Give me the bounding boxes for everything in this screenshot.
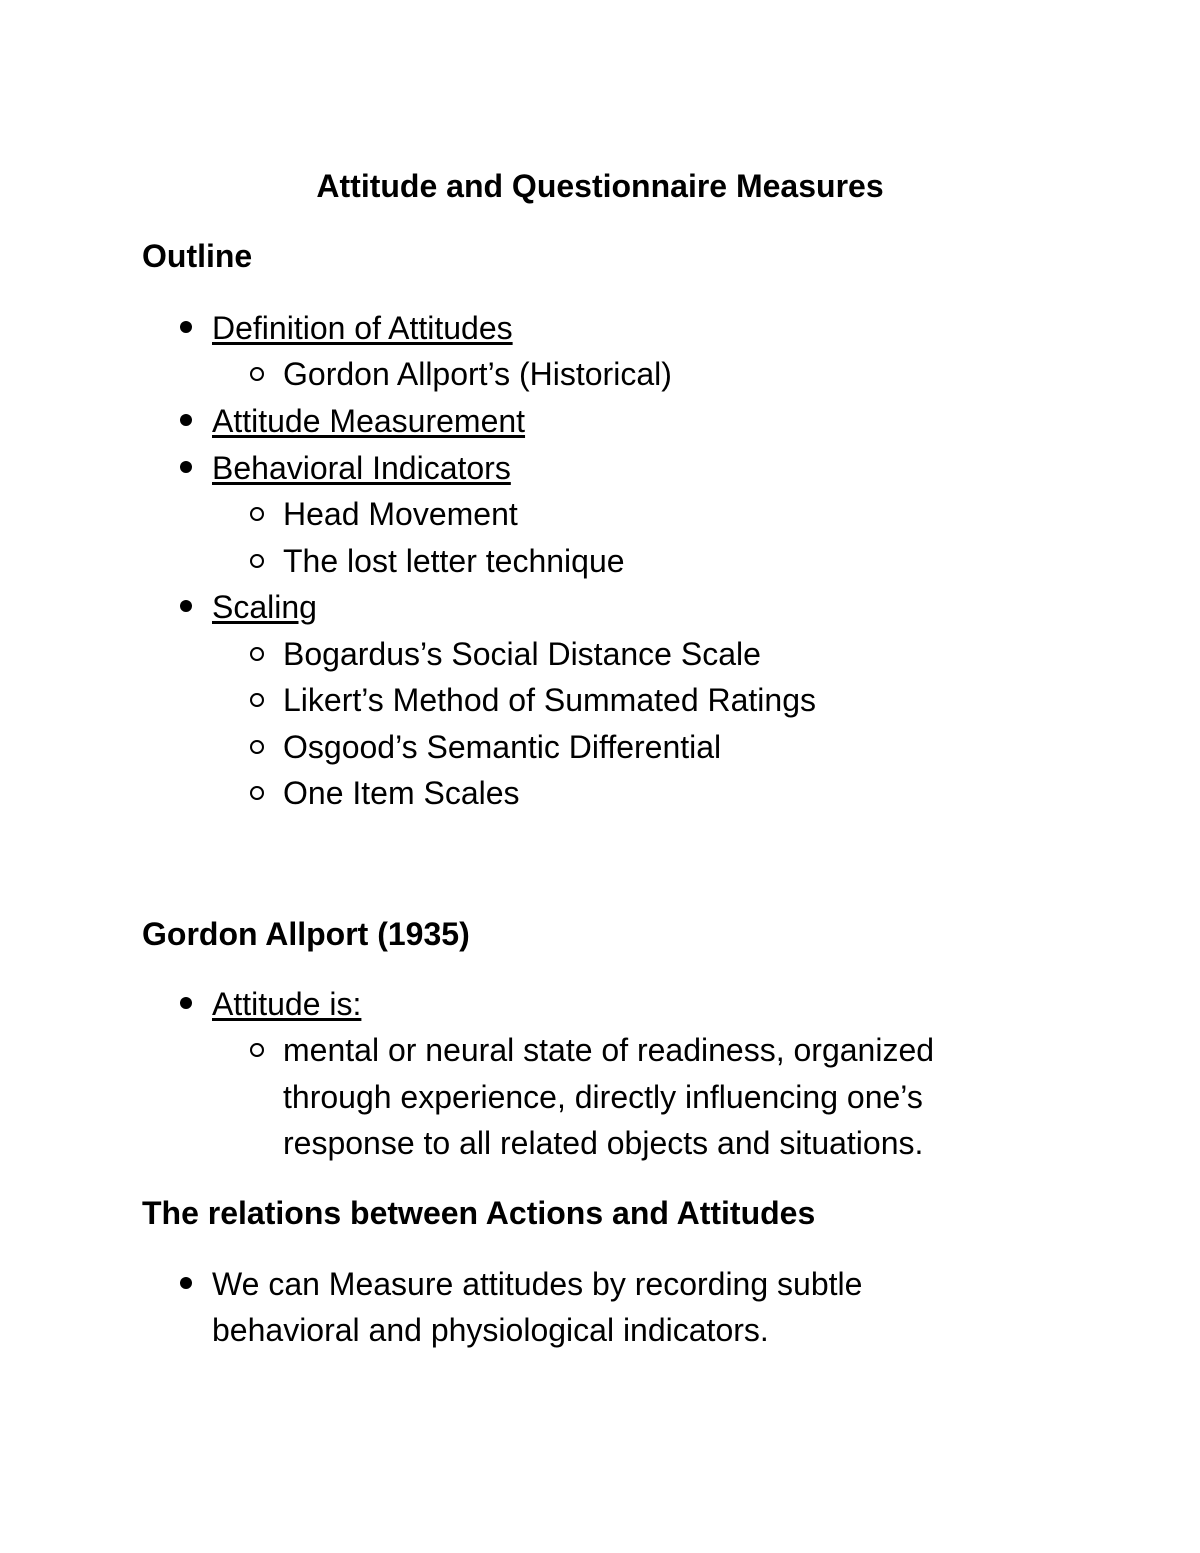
outline-item-measurement: Attitude Measurement	[212, 403, 526, 439]
allport-item-label: Attitude is:	[212, 986, 362, 1022]
relations-item-line: behavioral and physiological indicators.	[212, 1312, 769, 1348]
relations-heading: The relations between Actions and Attitudes	[142, 1195, 816, 1231]
allport-definition-line: mental or neural state of readiness, organized	[283, 1032, 935, 1068]
outline-subitem: Bogardus’s Social Distance Scale	[283, 636, 761, 672]
bullet-circle-icon	[250, 786, 264, 800]
allport-definition-line: through experience, directly influencing one’s	[283, 1079, 923, 1115]
bullet-circle-icon	[250, 1043, 264, 1057]
bullet-circle-icon	[250, 647, 264, 661]
bullet-circle-icon	[250, 507, 264, 521]
outline-subitem: Gordon Allport’s (Historical)	[283, 356, 672, 392]
allport-definition-line: response to all related objects and situations.	[283, 1125, 924, 1161]
bullet-dot-icon	[180, 461, 192, 473]
bullet-dot-icon	[180, 321, 192, 333]
outline-subitem: The lost letter technique	[283, 543, 625, 579]
bullet-dot-icon	[180, 414, 192, 426]
outline-item-definition: Definition of Attitudes	[212, 310, 513, 346]
bullet-dot-icon	[180, 1277, 192, 1289]
bullet-circle-icon	[250, 554, 264, 568]
outline-subitem: Osgood’s Semantic Differential	[283, 729, 722, 765]
outline-subitem: Head Movement	[283, 496, 518, 532]
bullet-circle-icon	[250, 693, 264, 707]
outline-subitem: Likert’s Method of Summated Ratings	[283, 682, 816, 718]
outline-item-behavioral: Behavioral Indicators	[212, 450, 511, 486]
relations-item-line: We can Measure attitudes by recording subtle	[212, 1266, 863, 1302]
outline-heading: Outline	[142, 238, 253, 274]
page-title: Attitude and Questionnaire Measures	[316, 168, 884, 204]
bullet-circle-icon	[250, 367, 264, 381]
bullet-dot-icon	[180, 600, 192, 612]
bullet-circle-icon	[250, 740, 264, 754]
outline-subitem: One Item Scales	[283, 775, 520, 811]
bullet-dot-icon	[180, 997, 192, 1009]
outline-item-scaling: Scaling	[212, 589, 317, 625]
allport-heading: Gordon Allport (1935)	[142, 916, 470, 952]
